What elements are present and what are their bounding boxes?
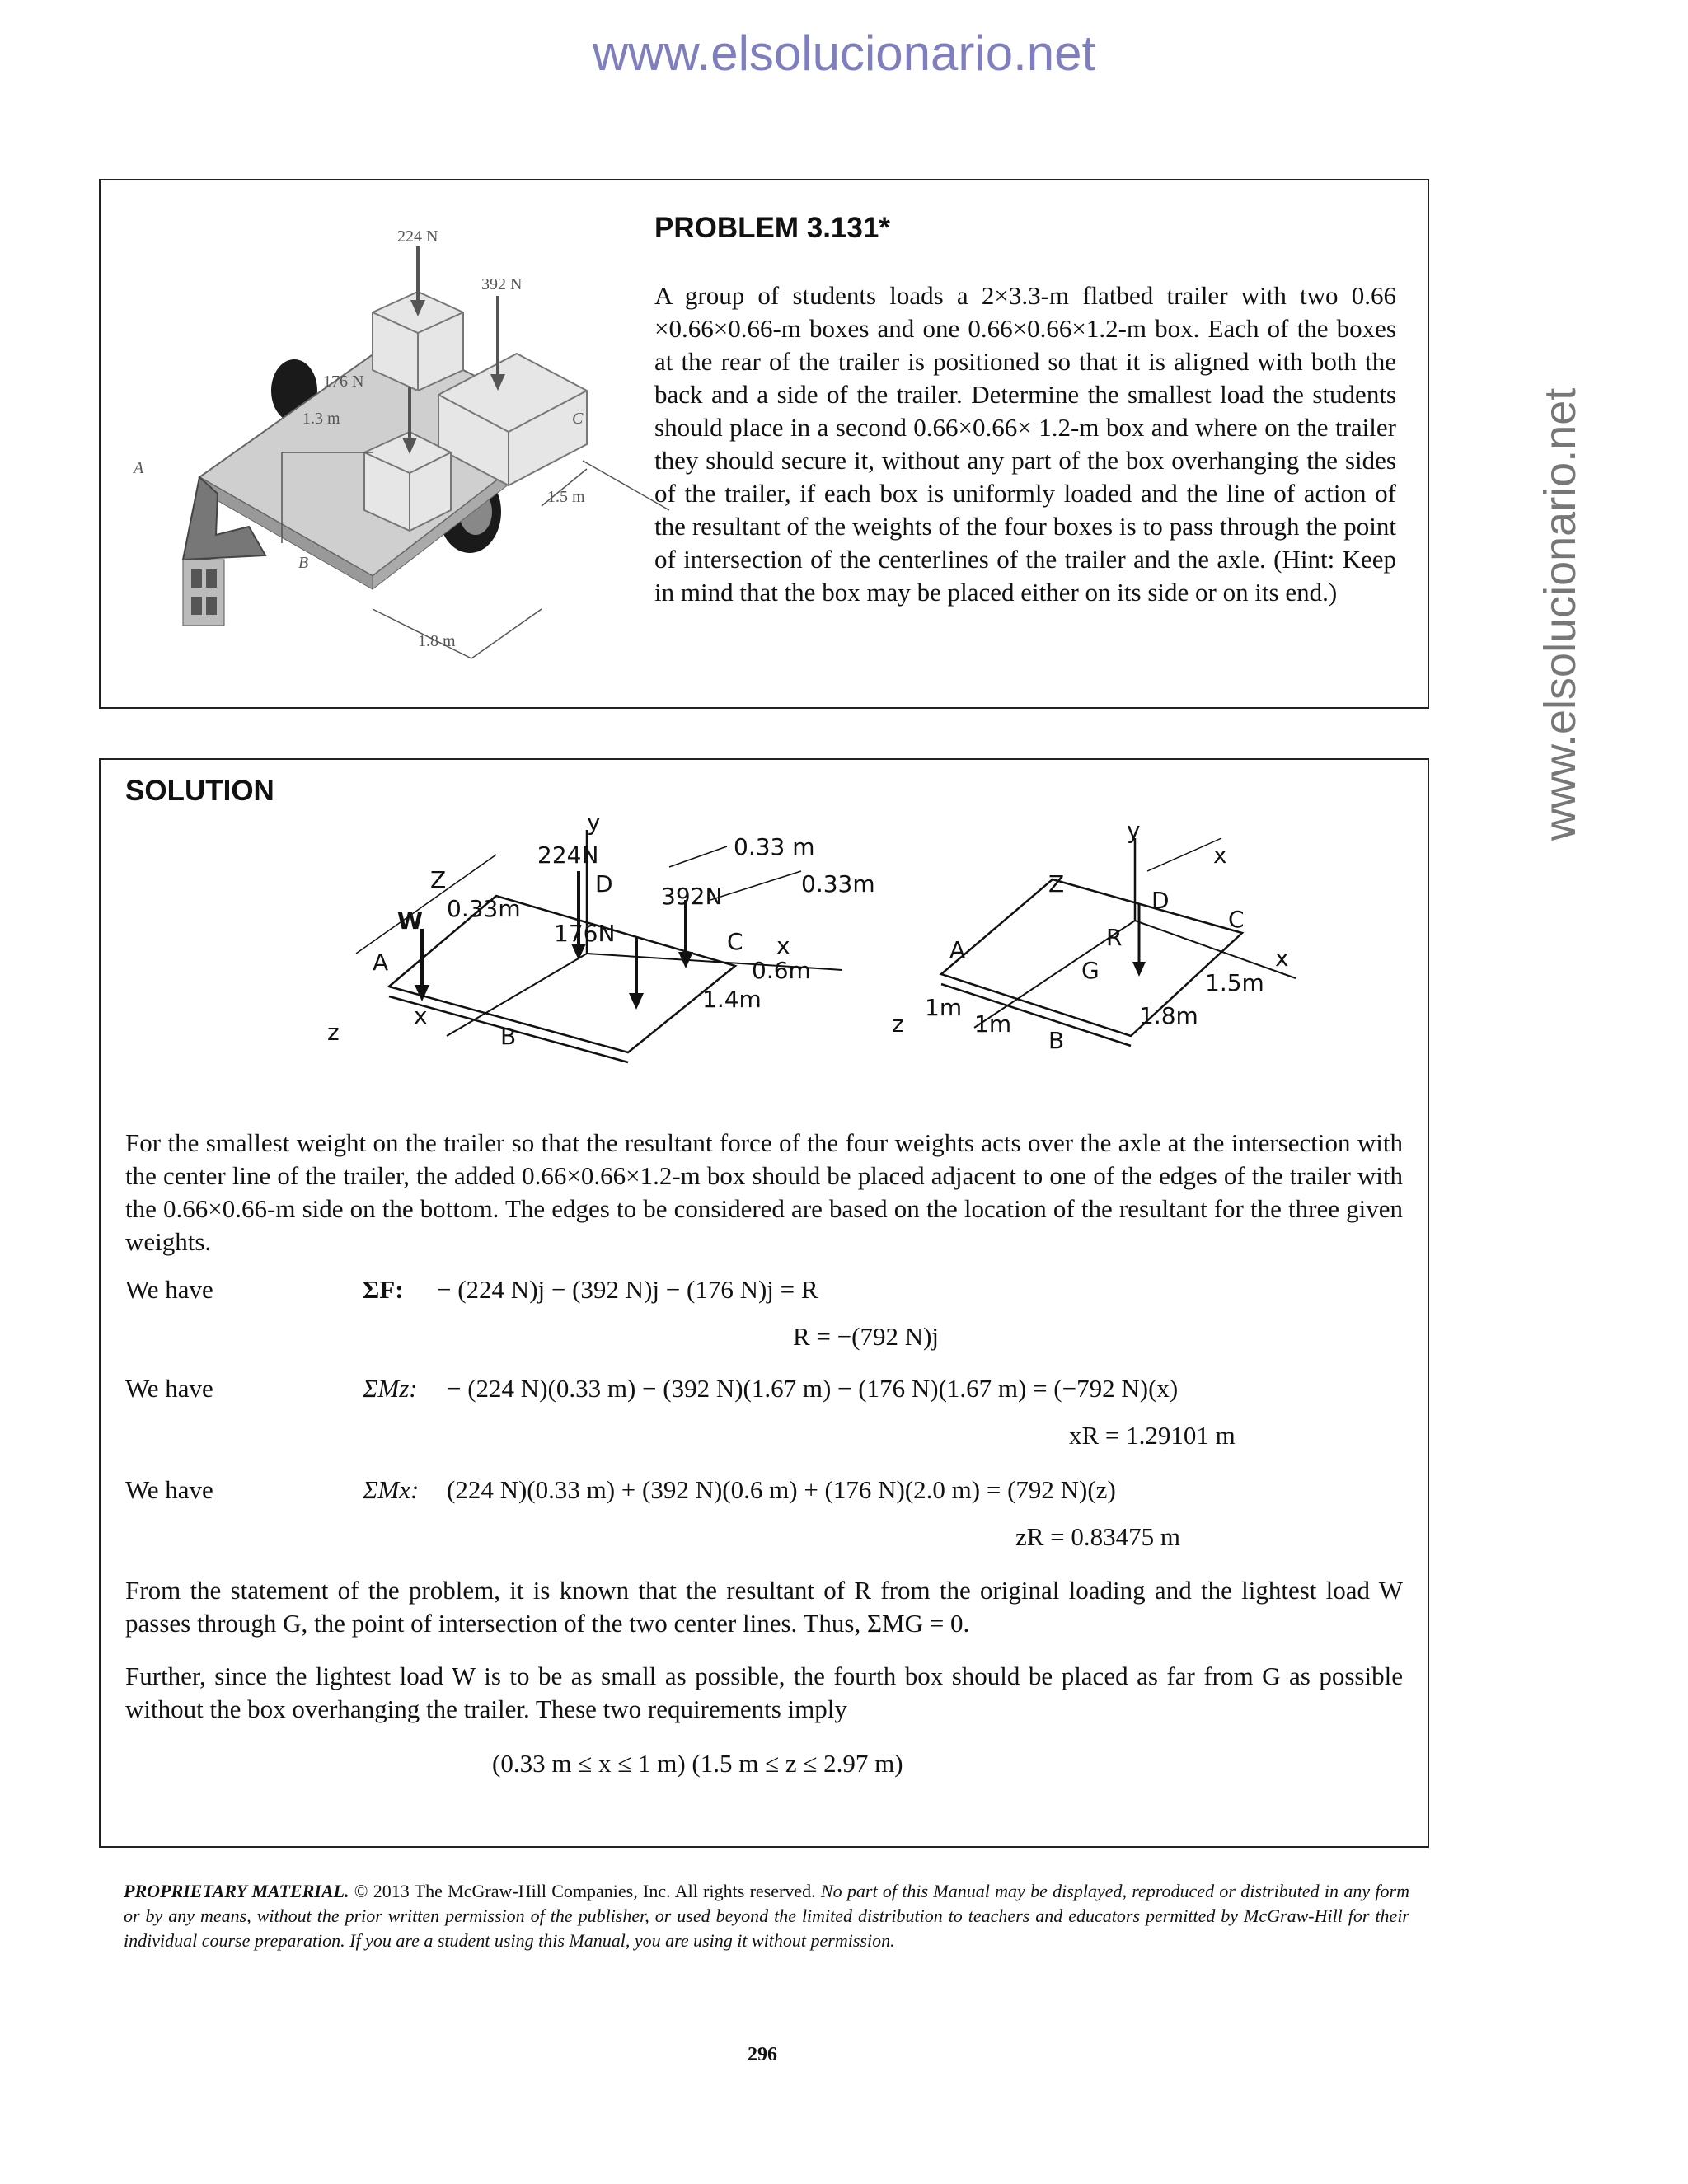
- sketch-1-C: C: [727, 928, 743, 955]
- eq3-label: We have: [125, 1475, 213, 1504]
- footer-lead: PROPRIETARY MATERIAL.: [124, 1881, 349, 1901]
- label-A: A: [134, 459, 144, 477]
- sketch-2-y: y: [1127, 817, 1141, 844]
- label-13: 1.3 m: [302, 410, 340, 428]
- footer-notice: [124, 1879, 1409, 1953]
- support-block-hole-3: [191, 597, 202, 615]
- sketch-1-033c: 0.33m: [801, 870, 875, 898]
- sketch-2-zr: Z: [1048, 870, 1065, 898]
- sketch-1-392: 392N: [661, 883, 723, 910]
- sketch-2-18: 1.8m: [1139, 1002, 1198, 1029]
- inequality: (0.33 m ≤ x ≤ 1 m) (1.5 m ≤ z ≤ 2.97 m): [492, 1749, 903, 1778]
- eq2-label: We have: [125, 1374, 213, 1403]
- sketch-2-G: G: [1081, 957, 1100, 984]
- sketch-2-1b: 1m: [974, 1010, 1012, 1038]
- eq2-expr: − (224 N)(0.33 m) − (392 N)(1.67 m) − (176 N)(1.67 m) = (−792 N)(x): [447, 1374, 1179, 1403]
- solution-box: [99, 758, 1429, 1848]
- eq3-result: zR = 0.83475 m: [1015, 1522, 1181, 1551]
- sketch-1-w: W: [397, 907, 423, 935]
- footer-text: No part of this Manual may be displayed, reproduced or distributed in any form or by any means, without the prior written permission of the publisher, or used beyond the limited distribution to teachers and educators permitted by McGraw-Hill for their individual course preparation. If you are a student using this Manual, you are using it without permission.: [124, 1881, 1409, 1951]
- eq1-label: We have: [125, 1275, 213, 1304]
- sketch-1-dim-033: [669, 846, 727, 867]
- eq3-name: ΣMx:: [363, 1475, 420, 1504]
- label-176: 176 N: [323, 373, 364, 391]
- solution-paragraph-2: From the statement of the problem, it is known that the resultant of R from the original loading and the lightest load W passes through G, the point of intersection of the two center lines. Thus, ΣMG = 0.: [125, 1576, 1403, 1638]
- eq1-expr: − (224 N)j − (392 N)j − (176 N)j = R: [437, 1275, 818, 1304]
- eq2-name: ΣMz:: [363, 1374, 418, 1403]
- solution-heading: SOLUTION: [125, 775, 274, 807]
- sketch-1-176: 176N: [554, 920, 616, 947]
- sketch-2-C: C: [1228, 906, 1245, 933]
- sketch-1: [327, 808, 933, 1052]
- sketch-1-arrowhead-176: [629, 993, 644, 1010]
- sketch-2-A: A: [950, 936, 966, 963]
- watermark-side-text: www.elsolucionario.net: [1536, 387, 1585, 841]
- sketch-1-xl: x: [414, 1002, 428, 1029]
- page-number: 296: [748, 2044, 777, 2065]
- sketch-2-arrowhead-r: [1132, 962, 1146, 977]
- sketch-2-B: B: [1048, 1027, 1065, 1054]
- sketch-1-zl: Z: [430, 866, 447, 893]
- trailer-figure: [125, 227, 702, 675]
- label-18: 1.8 m: [418, 632, 456, 650]
- eq2-result: xR = 1.29101 m: [1069, 1421, 1236, 1450]
- solution-paragraph-1: For the smallest weight on the trailer so that the resultant force of the four weights acts over the axle at the intersection with the center line of the trailer, the added 0.66×0.66×1.2-m box should be placed adjacent to one of the edges of the trailer with the 0.66×0.66-m side on the bottom. The edges to be considered are based on the location of the resultant for the three given weights.: [125, 1128, 1403, 1256]
- sketch-1-B: B: [500, 1023, 517, 1050]
- eq1-result: R = −(792 N)j: [793, 1322, 940, 1351]
- eq3-expr: (224 N)(0.33 m) + (392 N)(0.6 m) + (176 N)(2.0 m) = (792 N)(z): [447, 1475, 1116, 1504]
- sketch-2-D: D: [1151, 887, 1170, 914]
- sketch-2-xr: x: [1213, 841, 1227, 869]
- sketch-1-06: 0.6m: [752, 957, 811, 984]
- label-15: 1.5 m: [547, 488, 585, 506]
- sketch-2: [892, 817, 1304, 1054]
- sketch-2-1a: 1m: [925, 994, 963, 1021]
- sketch-1-z: z: [327, 1019, 340, 1046]
- sketch-1-y: y: [587, 808, 601, 836]
- support-block: [183, 560, 224, 626]
- sketch-1-14: 1.4m: [702, 986, 762, 1013]
- support-block-hole-4: [206, 597, 217, 615]
- problem-text: A group of students loads a 2×3.3-m flatbed trailer with two 0.66 ×0.66×0.66-m boxes and one 0.66×0.66×1.2-m box. Each of the boxes at the rear of the trailer is positioned so that it is aligned with both the back and a side of the trailer. Determine the smallest load the students should place in a second 0.66×0.66× 1.2-m box and where on the trailer they should secure it, without any part of the box overhanging the sides of the trailer, if each box is uniformly loaded and the line of action of the resultant of the weights of the four boxes is to pass through the point of intersection of the centerlines of the trailer and the axle. (Hint: Keep in mind that the box may be placed either on its side or on its end.): [654, 281, 1396, 607]
- sketch-2-x: x: [1275, 944, 1289, 972]
- watermark-top: www.elsolucionario.net: [592, 26, 1096, 81]
- label-392: 392 N: [481, 275, 523, 293]
- sketch-2-15: 1.5m: [1205, 969, 1264, 996]
- solution-paragraph-3: Further, since the lightest load W is to be as small as possible, the fourth box should be placed as far from G as possible without the box overhanging the trailer. These two requirements imply: [125, 1661, 1403, 1723]
- dim-18-b: [471, 609, 542, 658]
- sketch-1-224: 224N: [537, 841, 599, 869]
- problem-box: [99, 179, 1429, 709]
- sketch-1-033a: 0.33m: [447, 895, 521, 922]
- label-C: C: [572, 410, 584, 428]
- support-block-hole-2: [206, 569, 217, 588]
- problem-title: PROBLEM 3.131*: [654, 212, 890, 244]
- sketch-2-z: z: [892, 1010, 904, 1038]
- sketch-1-033b: 0.33 m: [734, 833, 815, 860]
- sketch-1-D: D: [595, 870, 613, 898]
- sketch-2-deck-edge: [941, 984, 1131, 1046]
- eq1-name: ΣF:: [363, 1275, 404, 1304]
- label-B: B: [298, 554, 309, 572]
- support-block-hole-1: [191, 569, 202, 588]
- footer-copyright: © 2013 The McGraw-Hill Companies, Inc. All rights reserved.: [354, 1881, 816, 1901]
- sketch-1-A: A: [373, 949, 389, 976]
- sketch-2-R: R: [1106, 924, 1123, 951]
- sketch-1-dim-033b: [710, 871, 801, 900]
- sketch-1-z-axis: [447, 954, 587, 1036]
- sketch-1-x: x: [776, 932, 790, 959]
- label-224: 224 N: [397, 227, 438, 246]
- sketch-2-dim-xr: [1147, 838, 1221, 871]
